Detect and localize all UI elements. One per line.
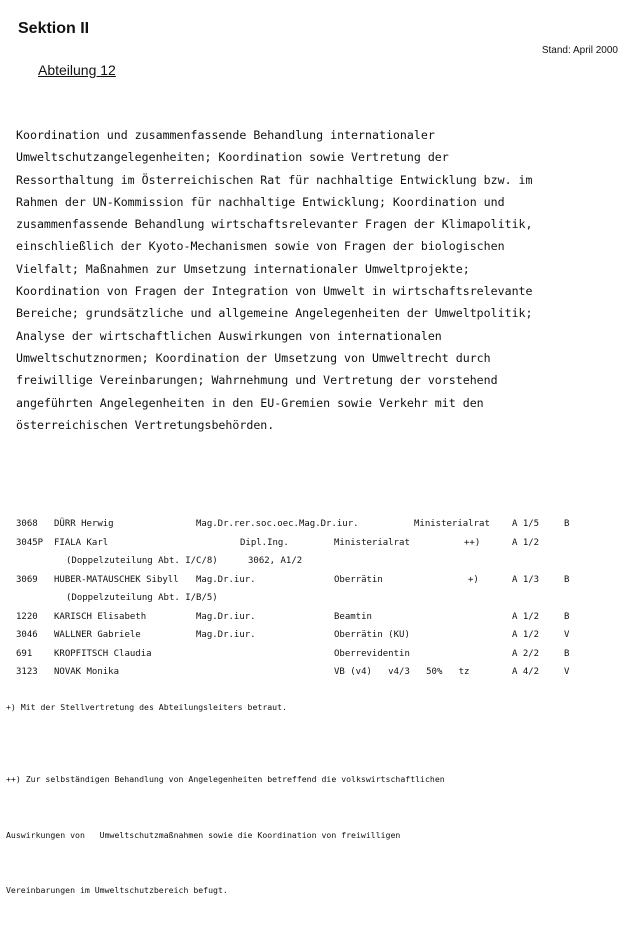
staff-row bbox=[16, 646, 628, 665]
footnote-line: ++) Zur selbständigen Behandlung von Angelegenheiten betreffend die volkswirtschaftlichen bbox=[6, 774, 445, 784]
staff-name: FIALA Karl bbox=[54, 537, 109, 548]
staff-grade: A 1/5 bbox=[512, 519, 540, 529]
staff-position: Oberrevidentin bbox=[334, 648, 410, 659]
staff-flag: B bbox=[564, 611, 570, 622]
body-line: angeführten Angelegenheiten in den EU-Gremien sowie Verkehr mit den bbox=[16, 395, 484, 410]
body-line: Ressorthaltung im Österreichischen Rat für nachhaltige Entwicklung bzw. im bbox=[16, 172, 533, 187]
footnote-deputy: +) Mit der Stellvertretung des Abteilungsleiters betraut. bbox=[6, 702, 287, 712]
staff-row bbox=[16, 664, 628, 683]
staff-row bbox=[16, 627, 628, 646]
body-line: Koordination und zusammenfassende Behandlung internationaler bbox=[16, 128, 435, 142]
staff-position: Oberrätin bbox=[334, 574, 383, 585]
staff-grade: A 1/2 bbox=[512, 630, 540, 640]
body-line: österreichischen Vertretungsbehörden. bbox=[16, 417, 275, 432]
staff-name: NOVAK Monika bbox=[54, 667, 120, 677]
staff-row bbox=[16, 516, 628, 535]
footnote-line: Auswirkungen von Umweltschutzmaßnahmen sowie die Koordination von freiwilligen bbox=[6, 829, 401, 840]
staff-title: Mag.Dr.rer.soc.oec.Mag.Dr.iur. bbox=[196, 519, 359, 529]
section-title: Sektion II bbox=[18, 20, 90, 37]
body-line: Vielfalt; Maßnahmen zur Umsetzung internationaler Umweltprojekte; bbox=[16, 261, 470, 276]
staff-row bbox=[16, 535, 628, 554]
staff-title: Dipl.Ing. bbox=[240, 537, 289, 548]
staff-note: +) bbox=[468, 574, 479, 585]
body-line: freiwillige Vereinbarungen; Wahrnehmung und Vertretung der vorstehend bbox=[16, 373, 498, 388]
staff-list bbox=[16, 516, 628, 683]
body-line: Umweltschutznormen; Koordination der Umsetzung von Umweltrecht durch bbox=[16, 350, 491, 365]
staff-position: Beamtin bbox=[334, 611, 372, 622]
staff-row bbox=[16, 590, 628, 609]
body-line: Bereiche; grundsätzliche und allgemeine Angelegenheiten der Umweltpolitik; bbox=[16, 306, 533, 321]
footnote-authority bbox=[6, 733, 626, 937]
footnotes bbox=[6, 700, 626, 937]
body-line: einschließlich der Kyoto-Mechanismen sowie von Fragen der biologischen bbox=[16, 239, 505, 254]
staff-title: Mag.Dr.iur. bbox=[196, 630, 256, 640]
staff-grade: A 1/2 bbox=[512, 537, 540, 548]
staff-title: Mag.Dr.iur. bbox=[196, 611, 256, 622]
body-line: Umweltschutzangelegenheiten; Koordination sowie Vertretung der bbox=[16, 150, 449, 165]
body-line: zusammenfassende Behandlung wirtschaftsrelevanter Fragen der Klimapolitik, bbox=[16, 217, 533, 232]
staff-code: 3046 bbox=[16, 630, 38, 640]
staff-position: Ministerialrat bbox=[334, 537, 410, 548]
staff-name: DÜRR Herwig bbox=[54, 519, 114, 529]
responsibilities-text bbox=[16, 124, 628, 436]
staff-name: KARISCH Elisabeth bbox=[54, 611, 147, 622]
staff-name: KROPFITSCH Claudia bbox=[54, 648, 152, 659]
staff-note: ++) bbox=[464, 537, 481, 548]
staff-flag: V bbox=[564, 630, 570, 640]
staff-grade: A 1/2 bbox=[512, 611, 540, 622]
staff-flag: B bbox=[564, 519, 570, 529]
staff-extra: 3062, A1/2 bbox=[248, 556, 303, 566]
staff-flag: V bbox=[564, 667, 570, 677]
staff-code: 3068 bbox=[16, 519, 38, 529]
staff-code: 1220 bbox=[16, 611, 38, 622]
body-line: Rahmen der UN-Kommission für nachhaltige Entwicklung; Koordination und bbox=[16, 194, 505, 209]
staff-code: 3045P bbox=[16, 537, 44, 548]
staff-name: HUBER-MATAUSCHEK Sibyll bbox=[54, 574, 179, 585]
staff-flag: B bbox=[564, 648, 570, 659]
staff-assignment: (Doppelzuteilung Abt. I/C/8) bbox=[66, 556, 218, 566]
body-line: Koordination von Fragen der Integration von Umwelt in wirtschaftsrelevante bbox=[16, 284, 533, 299]
staff-name: WALLNER Gabriele bbox=[54, 630, 141, 640]
staff-title: Mag.Dr.iur. bbox=[196, 574, 256, 585]
staff-code: 691 bbox=[16, 648, 33, 659]
footnote-line: Vereinbarungen im Umweltschutzbereich befugt. bbox=[6, 885, 228, 895]
staff-grade: A 2/2 bbox=[512, 648, 540, 659]
staff-row bbox=[16, 553, 628, 572]
staff-position: VB (v4) v4/3 50% tz bbox=[334, 667, 470, 677]
staff-code: 3069 bbox=[16, 574, 38, 585]
stand-date: Stand: April 2000 bbox=[541, 45, 618, 56]
staff-position: Ministerialrat bbox=[414, 519, 490, 529]
staff-flag: B bbox=[564, 574, 570, 585]
body-line: Analyse der wirtschaftlichen Auswirkungen von internationalen bbox=[16, 328, 442, 343]
staff-position: Oberrätin (KU) bbox=[334, 630, 410, 640]
staff-code: 3123 bbox=[16, 667, 38, 677]
staff-grade: A 4/2 bbox=[512, 667, 540, 677]
staff-row bbox=[16, 609, 628, 628]
department-title: Abteilung 12 bbox=[38, 62, 116, 78]
staff-assignment: (Doppelzuteilung Abt. I/B/5) bbox=[66, 593, 218, 603]
staff-row bbox=[16, 572, 628, 591]
staff-grade: A 1/3 bbox=[512, 574, 540, 585]
